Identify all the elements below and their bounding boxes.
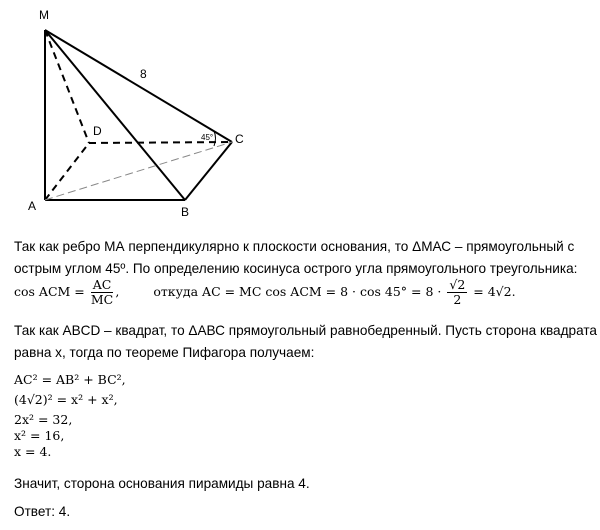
answer: Ответ: 4. [14,504,71,519]
label-M: M [39,8,49,22]
label-D: D [93,124,102,138]
equation-3: 2x² = 32, [14,412,73,427]
formula-result: = 4√2. [473,284,516,299]
label-edge-length: 8 [140,67,147,81]
equation-2: (4√2)² = x² + x², [14,392,118,407]
conclusion: Значит, сторона основания пирамиды равна 4. [14,476,310,491]
edge-DC [89,142,232,143]
edge-MC [45,30,232,142]
diagonal-AC [45,142,232,200]
label-C: C [235,132,244,146]
formula-cosine [14,278,516,307]
edge-AD [45,143,89,200]
label-B: B [181,205,190,219]
equation-4: x² = 16, [14,428,65,443]
denominator: MC [90,292,114,307]
edge-MB [45,30,185,200]
pyramid-figure [0,0,600,230]
formula-left: cos ACM = [14,284,85,299]
equation-5: x = 4. [14,444,52,459]
angle-arc [214,131,216,146]
fraction-ac-mc [91,278,114,307]
fraction-sqrt2-2 [447,278,467,307]
paragraph-2-line-2: равна х, тогда по теореме Пифагора получаем: [14,345,315,360]
edge-BC [185,142,232,200]
paragraph-2-line-1: Так как ABCD – квадрат, то ΔАВС прямоугольный равнобедренный. Пусть сторона квадрата [14,323,597,338]
label-angle: 45° [201,133,214,142]
equation-1: AC² = AB² + BC², [14,372,126,387]
label-A: A [28,199,37,213]
formula-right: откуда AC = MC cos ACM = 8 · cos 45° = 8 · [153,284,442,299]
paragraph-1-line-1: Так как ребро МА перпендикулярно к плоскости основания, то ΔМАС – прямоугольный с [14,239,575,254]
edge-MD [45,30,89,143]
comma: , [115,284,120,299]
numerator: √2 [449,277,466,292]
paragraph-1-line-2: острым углом 45º. По определению косинуса острого угла прямоугольного треугольника: [14,261,578,276]
denominator: 2 [453,292,462,307]
numerator: AC [92,277,112,292]
